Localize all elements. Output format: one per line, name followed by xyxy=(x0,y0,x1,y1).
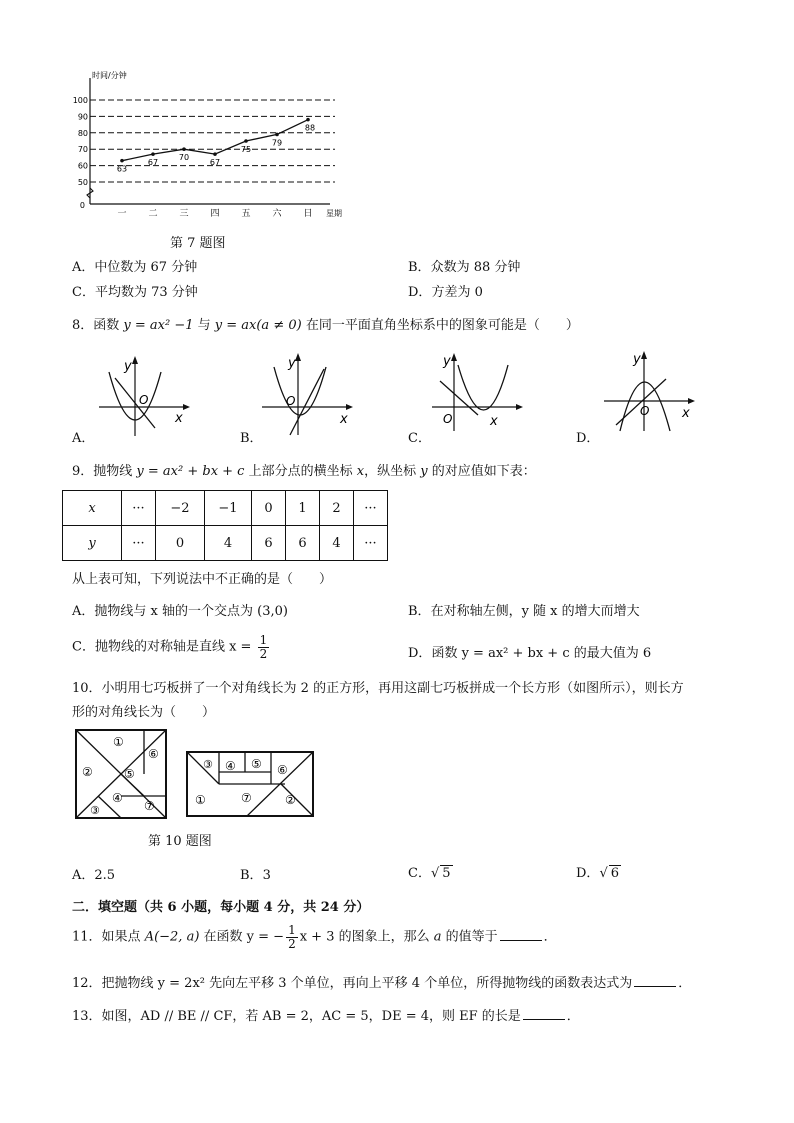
q8-function-1: y = ax² −1 xyxy=(123,318,194,333)
q10-option-b-text: 3 xyxy=(262,868,271,883)
chart-layer xyxy=(73,70,342,219)
q7-caption: 第 7 题图 xyxy=(170,236,226,251)
q13-stem xyxy=(72,1005,580,1024)
q9-option-d[interactable] xyxy=(408,642,651,661)
origin-label: O xyxy=(286,394,296,408)
data-point xyxy=(120,159,124,163)
x-axis-label: x xyxy=(175,411,183,426)
q11-stem xyxy=(72,924,557,950)
q9-y-var: y xyxy=(420,464,428,479)
q10-option-d-letter: D． xyxy=(576,866,600,881)
q7-option-d-letter: D． xyxy=(408,285,432,300)
table-cell: −2 xyxy=(156,491,205,526)
q8-function-2: y = ax(a ≠ 0) xyxy=(214,318,302,333)
table-cell: ··· xyxy=(122,491,156,526)
q10-stem-line2: 形的对角线长为（ ） xyxy=(72,705,216,720)
x-tick-label: 一 xyxy=(117,209,127,219)
origin-label: O xyxy=(640,404,650,418)
q13-answer-blank[interactable] xyxy=(523,1007,565,1020)
q11-text-b: 在函数 y = − xyxy=(199,929,285,945)
x-tick-label: 二 xyxy=(148,209,158,219)
y-tick-label: 50 xyxy=(77,178,88,187)
data-label: 67 xyxy=(147,158,159,168)
q11-text-a: 11．如果点 xyxy=(72,929,145,945)
piece-label: ⑥ xyxy=(277,763,288,777)
q8-text-a: 函数 xyxy=(93,318,124,333)
x-axis-label: x xyxy=(490,414,498,429)
q9-text-c: ，纵坐标 xyxy=(364,464,421,479)
q8-option-a[interactable]: A． xyxy=(72,431,95,446)
q11-text-d: 的值等于 xyxy=(441,929,498,945)
q12-stem xyxy=(72,972,691,991)
q8-option-b[interactable]: B． xyxy=(240,431,263,446)
x-axis-label: 星期 xyxy=(326,209,342,218)
y-arrow-icon xyxy=(451,353,457,361)
y-tick-label: 70 xyxy=(77,145,88,155)
q10-tangram-rectangle xyxy=(185,748,317,820)
x-arrow-icon xyxy=(346,404,353,410)
x-tick-label: 四 xyxy=(210,209,220,219)
q9-option-a-text: 抛物线与 x 轴的一个交点为 (3,0) xyxy=(94,604,288,619)
y-axis-label: y xyxy=(633,352,641,367)
y-tick-label: 90 xyxy=(77,112,88,122)
q8-graph-d xyxy=(600,345,700,435)
q7-option-a[interactable] xyxy=(72,256,197,275)
q7-option-b-text: 众数为 88 分钟 xyxy=(430,260,521,275)
section-2-heading: 二．填空题（共 6 小题，每小题 4 分，共 24 分） xyxy=(72,900,370,915)
q12-answer-blank[interactable] xyxy=(634,974,676,987)
q8-text-b: 与 xyxy=(193,318,215,333)
q8-graph-b xyxy=(258,345,358,440)
q10-tangram-square xyxy=(74,728,170,822)
q9-option-c-fraction xyxy=(258,634,270,660)
fraction-denominator: 2 xyxy=(259,646,268,661)
y-tick-label: 60 xyxy=(77,161,88,171)
q11-end: ． xyxy=(543,929,557,945)
table-cell: 4 xyxy=(205,526,252,561)
q8-stem xyxy=(72,314,579,333)
data-label: 67 xyxy=(209,158,221,168)
q9-option-c[interactable] xyxy=(72,634,271,660)
q9-option-d-letter: D． xyxy=(408,646,432,661)
q9-option-c-text: 抛物线的对称轴是直线 x = xyxy=(94,639,252,655)
sqrt-icon: √ xyxy=(430,866,440,881)
q9-option-a[interactable] xyxy=(72,600,288,619)
q13-text: 13．如图，AD // BE // CF，若 AB = 2，AC = 5，DE = 4，则 EF 的长是 xyxy=(72,1009,521,1024)
piece-label: ⑥ xyxy=(148,747,159,761)
q7-option-a-text: 中位数为 67 分钟 xyxy=(94,260,198,275)
data-label: 70 xyxy=(178,153,190,163)
q8-option-d[interactable]: D． xyxy=(576,431,600,446)
fraction-denominator: 2 xyxy=(288,936,296,951)
q7-option-b-letter: B． xyxy=(408,260,431,275)
data-label: 79 xyxy=(271,138,283,148)
piece-label: ④ xyxy=(112,791,123,805)
piece-label: ③ xyxy=(203,758,213,771)
y-axis-label: y xyxy=(288,356,296,371)
q7-line-chart xyxy=(70,70,360,220)
y-arrow-icon xyxy=(295,353,301,361)
parabola xyxy=(274,367,326,415)
table-cell: −1 xyxy=(205,491,252,526)
q10-option-c[interactable] xyxy=(408,862,453,881)
q9-x-var: x xyxy=(356,464,365,479)
fraction-numerator: 1 xyxy=(259,633,268,647)
data-label: 88 xyxy=(304,123,316,133)
table-row xyxy=(63,491,388,526)
q7-option-d[interactable] xyxy=(408,281,483,300)
fraction-numerator: 1 xyxy=(288,923,296,937)
q11-point: A(−2, a) xyxy=(144,929,200,945)
q9-option-a-letter: A． xyxy=(72,604,95,619)
line xyxy=(440,381,478,415)
y-arrow-icon xyxy=(641,351,647,359)
q11-var: a xyxy=(433,929,442,945)
q10-option-c-letter: C． xyxy=(408,866,431,881)
q13-end: ． xyxy=(566,1009,580,1024)
table-cell: x xyxy=(63,491,122,526)
table-cell: 0 xyxy=(156,526,205,561)
x-arrow-icon xyxy=(688,398,695,404)
q8-number: 8． xyxy=(72,318,94,333)
data-point xyxy=(275,133,279,137)
q8-graph-a xyxy=(95,350,195,440)
x-tick-label: 三 xyxy=(179,209,189,219)
q10-option-a[interactable] xyxy=(72,864,115,883)
origin-label: O xyxy=(443,412,453,426)
table-cell: 2 xyxy=(320,491,354,526)
data-label: 63 xyxy=(116,164,128,174)
q10-option-d[interactable] xyxy=(576,862,621,881)
data-point xyxy=(182,147,186,151)
table-cell: 0 xyxy=(252,491,286,526)
q7-option-c-letter: C． xyxy=(72,285,95,300)
q11-fraction xyxy=(286,924,298,950)
q9-value-table xyxy=(62,490,388,561)
q9-text-b: 上部分点的横坐标 xyxy=(244,464,357,479)
x-tick-label: 五 xyxy=(241,209,251,219)
piece-label: ① xyxy=(195,793,206,807)
table-cell: ··· xyxy=(354,491,388,526)
line xyxy=(616,379,666,425)
table-cell: 6 xyxy=(252,526,286,561)
q12-text: 12．把抛物线 y = 2x² 先向左平移 3 个单位，再向上平移 4 个单位，所得抛物线的函数表达式为 xyxy=(72,976,633,991)
table-cell: ··· xyxy=(354,526,388,561)
q9-option-d-text: 函数 y = ax² + bx + c 的最大值为 6 xyxy=(431,646,652,661)
q7-option-d-text: 方差为 0 xyxy=(431,285,483,300)
x-tick-label: 日 xyxy=(303,209,313,219)
piece-label: ⑤ xyxy=(124,767,135,781)
piece-label: ⑦ xyxy=(241,791,252,805)
piece-label: ⑦ xyxy=(144,799,155,813)
table-cell: 6 xyxy=(286,526,320,561)
y-arrow-icon xyxy=(132,356,138,364)
x-arrow-icon xyxy=(183,404,190,410)
q9-function: y = ax² + bx + c xyxy=(136,464,245,479)
piece-label: ② xyxy=(82,765,93,779)
q9-followup: 从上表可知，下列说法中不正确的是（ ） xyxy=(72,572,333,587)
q9-option-b[interactable] xyxy=(408,600,640,619)
sqrt-icon: √ xyxy=(599,866,608,881)
y-axis-label: y xyxy=(124,359,132,374)
q9-text-d: 的对应值如下表： xyxy=(427,464,536,479)
q9-text-a: 抛物线 xyxy=(93,464,137,479)
table-cell: ··· xyxy=(122,526,156,561)
piece-label: ④ xyxy=(225,759,236,773)
q9-stem xyxy=(72,460,536,479)
y-tick-label: 0 xyxy=(79,201,85,210)
table-cell: 1 xyxy=(286,491,320,526)
table-cell: y xyxy=(63,526,122,561)
x-axis-label: x xyxy=(340,412,348,427)
q8-graph-c xyxy=(428,345,528,435)
q7-option-a-letter: A． xyxy=(72,260,95,275)
q10-option-b[interactable] xyxy=(240,864,271,883)
data-label: 75 xyxy=(240,145,252,154)
x-tick-label: 六 xyxy=(272,209,282,219)
origin-label: O xyxy=(139,393,149,407)
x-arrow-icon xyxy=(516,404,523,410)
piece-label: ① xyxy=(113,735,124,749)
data-point xyxy=(213,152,217,156)
q10-option-d-radicand: 6 xyxy=(610,866,620,881)
q8-option-c[interactable]: C． xyxy=(408,431,431,446)
q11-answer-blank[interactable] xyxy=(500,928,542,941)
y-axis-label: 时间/分钟 xyxy=(92,71,127,80)
q10-option-c-radicand: 5 xyxy=(442,866,451,881)
q7-option-c[interactable] xyxy=(72,281,198,300)
piece-label: ⑤ xyxy=(251,757,262,771)
q10-caption: 第 10 题图 xyxy=(148,834,212,849)
y-tick-label: 80 xyxy=(77,128,88,138)
piece-label: ③ xyxy=(90,804,100,817)
data-point xyxy=(244,139,248,143)
q8-text-c: 在同一平面直角坐标系中的图象可能是（ ） xyxy=(301,318,579,333)
data-point xyxy=(306,118,310,122)
data-point xyxy=(151,152,155,156)
table-cell: 4 xyxy=(320,526,354,561)
q9-option-b-letter: B． xyxy=(408,604,431,619)
q9-option-c-letter: C． xyxy=(72,639,95,655)
q10-stem-line1: 10．小明用七巧板拼了一个对角线长为 2 的正方形，再用这副七巧板拼成一个长方形（如图所示），则长方 xyxy=(72,681,684,696)
q9-number: 9． xyxy=(72,464,94,479)
q10-option-a-text: 2.5 xyxy=(94,868,116,883)
q7-option-b[interactable] xyxy=(408,256,520,275)
y-axis-label: y xyxy=(443,354,451,369)
piece-label: ② xyxy=(285,793,296,807)
q12-end: ． xyxy=(678,976,692,991)
q11-text-c: x + 3 的图象上，那么 xyxy=(299,929,434,945)
y-tick-label: 100 xyxy=(72,96,88,105)
x-axis-label: x xyxy=(682,406,690,421)
q10-option-b-letter: B． xyxy=(240,868,263,883)
q7-option-c-text: 平均数为 73 分钟 xyxy=(94,285,198,300)
q10-option-a-letter: A． xyxy=(72,868,95,883)
table-row xyxy=(63,526,388,561)
q9-option-b-text: 在对称轴左侧，y 随 x 的增大而增大 xyxy=(430,604,640,619)
